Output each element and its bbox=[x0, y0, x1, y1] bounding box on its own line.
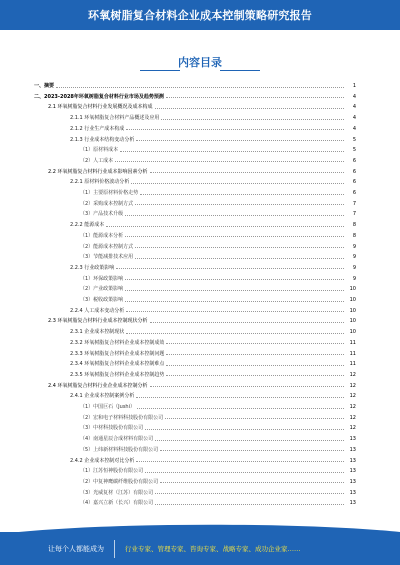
toc-entry[interactable] bbox=[0, 435, 400, 444]
toc-entry-text: （1）主要原材料价格走势 bbox=[80, 190, 139, 196]
toc-entry-page: 13 bbox=[349, 500, 356, 507]
toc-entry-text: （1）原材料成本 bbox=[80, 147, 119, 154]
toc-entry-page: 10 bbox=[349, 329, 356, 336]
toc-leader-dots bbox=[135, 203, 344, 205]
toc-entry-text: 2.1.1 环氧树脂复合材料产品概述及应用 bbox=[70, 115, 160, 122]
title-rule-right bbox=[220, 70, 260, 71]
toc-leader-dots bbox=[125, 300, 344, 302]
toc-entry-page: 10 bbox=[349, 297, 356, 303]
toc-entry[interactable] bbox=[0, 328, 400, 337]
toc-entry[interactable] bbox=[0, 114, 400, 123]
toc-entry-text: （1）中国巨石（Jushi） bbox=[80, 404, 135, 410]
toc-entry[interactable] bbox=[0, 210, 400, 219]
toc-entry-page: 4 bbox=[352, 93, 356, 100]
toc-entry-text: （4）南通星辰合成材料有限公司 bbox=[80, 436, 154, 443]
toc-entry-text: （2）人工成本 bbox=[80, 157, 114, 164]
toc-leader-dots bbox=[166, 353, 344, 355]
toc-leader-dots bbox=[166, 374, 344, 376]
toc-entry-text: （2）能源成本控制方式 bbox=[80, 243, 134, 250]
toc-entry[interactable] bbox=[0, 403, 400, 412]
toc-leader-dots bbox=[155, 503, 344, 505]
toc-entry-text: 2.1.2 行业生产成本构成 bbox=[70, 125, 125, 132]
toc-entry[interactable] bbox=[0, 168, 400, 177]
toc-leader-dots bbox=[135, 246, 344, 248]
toc-entry-text: 2.2 环氧树脂复合材料行业成本影响因素分析 bbox=[48, 168, 148, 175]
toc-entry-text: （2）采购成本控制方式 bbox=[80, 200, 134, 207]
toc-entry[interactable] bbox=[0, 253, 400, 262]
toc-leader-dots bbox=[106, 225, 344, 227]
toc-entry-text: 2.2.3 行业政策影响 bbox=[70, 264, 115, 271]
toc-entry-page: 9 bbox=[352, 254, 356, 261]
toc-entry-page: 13 bbox=[349, 457, 356, 464]
toc-entry-page: 10 bbox=[349, 318, 356, 325]
toc-entry-text: 2.1.3 行业成本结构变动分析 bbox=[70, 136, 135, 143]
toc-entry[interactable] bbox=[0, 446, 400, 455]
toc-entry-page: 11 bbox=[349, 350, 356, 357]
toc-entry[interactable] bbox=[0, 243, 400, 252]
toc-entry-page: 13 bbox=[349, 468, 356, 475]
toc-leader-dots bbox=[150, 171, 344, 173]
toc-leader-dots bbox=[136, 139, 344, 141]
toc-leader-dots bbox=[166, 364, 344, 366]
toc-entry-text: 2.3.5 环氧树脂复合材料企业成本控制趋势 bbox=[70, 371, 165, 378]
toc-leader-dots bbox=[56, 86, 344, 88]
toc-leader-dots bbox=[160, 481, 344, 483]
toc-leader-dots bbox=[126, 128, 344, 130]
toc-entry-page: 13 bbox=[349, 436, 356, 443]
toc-entry-page: 10 bbox=[349, 307, 356, 314]
report-header bbox=[0, 0, 400, 30]
toc-entry[interactable] bbox=[0, 350, 400, 359]
toc-entry-page: 11 bbox=[349, 339, 356, 346]
toc-entry-page: 1 bbox=[352, 83, 356, 89]
toc-leader-dots bbox=[126, 310, 344, 312]
toc-entry-page: 10 bbox=[349, 286, 356, 293]
toc-entry-page: 11 bbox=[349, 361, 356, 368]
toc-entry[interactable] bbox=[0, 146, 400, 155]
footer-brand: 让每个人都能成为 bbox=[48, 544, 104, 553]
toc-entry-text: （1）江苏恒神股份有限公司 bbox=[80, 468, 144, 475]
toc-entry[interactable] bbox=[0, 499, 400, 508]
toc-entry-page: 12 bbox=[349, 382, 356, 389]
toc-entry[interactable] bbox=[0, 275, 400, 284]
toc-leader-dots bbox=[120, 150, 344, 152]
toc-entry-page: 4 bbox=[352, 125, 356, 132]
toc-entry[interactable] bbox=[0, 382, 400, 391]
toc-leader-dots bbox=[125, 235, 344, 237]
toc-leader-dots bbox=[145, 428, 344, 430]
toc-entry[interactable] bbox=[0, 339, 400, 348]
toc-entry-text: （1）能源成本分析 bbox=[80, 232, 124, 239]
toc-leader-dots bbox=[145, 471, 344, 473]
table-of-contents bbox=[0, 82, 400, 522]
toc-entry-text: （3）税收政策影响 bbox=[80, 297, 124, 303]
toc-entry-page: 12 bbox=[349, 371, 356, 378]
footer-slogan: 行业专家、管理专家、咨询专家、战略专家、成功企业家…… bbox=[125, 545, 301, 553]
toc-entry-text: （3）节能减排技术应用 bbox=[80, 254, 134, 261]
report-title: 环氧树脂复合材料企业成本控制策略研究报告 bbox=[88, 9, 312, 22]
toc-entry-text: 2.1 环氧树脂复合材料行业发展概况及成本构成 bbox=[48, 104, 153, 111]
toc-entry-page: 12 bbox=[349, 414, 356, 421]
toc-entry[interactable] bbox=[0, 125, 400, 134]
toc-leader-dots bbox=[131, 182, 344, 184]
toc-entry[interactable] bbox=[0, 424, 400, 433]
toc-entry-page: 13 bbox=[349, 446, 356, 453]
toc-entry-page: 8 bbox=[352, 232, 356, 239]
toc-entry-page: 9 bbox=[352, 275, 356, 282]
toc-entry-text: 2.3 环氧树脂复合材料行业成本控制现状分析 bbox=[48, 318, 148, 325]
toc-entry[interactable] bbox=[0, 93, 400, 102]
toc-entry-page: 6 bbox=[352, 190, 356, 196]
toc-entry-text: 2.4.2 企业成本控制对比分析 bbox=[70, 457, 135, 464]
toc-entry-page: 5 bbox=[352, 147, 356, 154]
toc-leader-dots bbox=[116, 267, 344, 269]
toc-entry-text: 2.2.2 能源成本 bbox=[70, 222, 105, 229]
toc-entry[interactable] bbox=[0, 371, 400, 380]
toc-entry-text: 一、摘要 bbox=[34, 83, 55, 89]
toc-leader-dots bbox=[115, 160, 344, 162]
toc-entry-text: 2.2.4 人工成本变动分析 bbox=[70, 307, 125, 314]
toc-entry[interactable] bbox=[0, 317, 400, 326]
toc-entry-page: 8 bbox=[352, 222, 356, 229]
toc-leader-dots bbox=[125, 214, 344, 216]
toc-entry-page: 12 bbox=[349, 404, 356, 410]
toc-entry-text: （3）中材科技股份有限公司 bbox=[80, 425, 144, 432]
toc-entry-page: 13 bbox=[349, 489, 356, 496]
toc-entry-page: 5 bbox=[352, 136, 356, 143]
toc-entry-page: 13 bbox=[349, 478, 356, 485]
wave-decoration bbox=[0, 522, 400, 534]
toc-leader-dots bbox=[165, 417, 344, 419]
toc-entry[interactable] bbox=[0, 178, 400, 187]
toc-leader-dots bbox=[155, 492, 344, 494]
toc-leader-dots bbox=[126, 332, 344, 334]
toc-entry-page: 6 bbox=[352, 168, 356, 175]
toc-entry-text: （1）环保政策影响 bbox=[80, 275, 124, 282]
toc-entry[interactable] bbox=[0, 285, 400, 294]
toc-title: 内容目录 bbox=[178, 56, 222, 69]
toc-leader-dots bbox=[125, 278, 344, 280]
toc-entry-text: （2）宏和电子材料科技股份有限公司 bbox=[80, 414, 164, 421]
toc-entry[interactable] bbox=[0, 200, 400, 209]
toc-entry-text: （2）中复神鹰碳纤维股份有限公司 bbox=[80, 478, 159, 485]
toc-leader-dots bbox=[135, 257, 344, 259]
toc-entry-text: 2.3.2 环氧树脂复合材料企业成本控制成效 bbox=[70, 339, 165, 346]
toc-entry-text: 2.2.1 原材料价格波动分析 bbox=[70, 179, 130, 186]
toc-entry-text: 2.3.3 环氧树脂复合材料企业成本控制问题 bbox=[70, 350, 165, 357]
toc-entry-text: （5）上纬新材料科技股份有限公司 bbox=[80, 446, 159, 453]
toc-entry[interactable] bbox=[0, 103, 400, 112]
report-footer bbox=[0, 532, 400, 565]
toc-leader-dots bbox=[150, 321, 344, 323]
toc-leader-dots bbox=[140, 193, 344, 195]
toc-leader-dots bbox=[166, 342, 344, 344]
toc-entry[interactable] bbox=[0, 232, 400, 241]
toc-leader-dots bbox=[155, 107, 344, 109]
toc-leader-dots bbox=[161, 118, 344, 120]
toc-entry[interactable] bbox=[0, 264, 400, 273]
toc-entry[interactable] bbox=[0, 136, 400, 145]
toc-entry-text: （3）产品技术升级 bbox=[80, 211, 124, 218]
toc-entry[interactable] bbox=[0, 296, 400, 305]
toc-entry-page: 6 bbox=[352, 179, 356, 186]
toc-entry-text: （4）嘉兴立新（长兴）有限公司 bbox=[80, 500, 154, 507]
toc-leader-dots bbox=[136, 396, 344, 398]
toc-entry[interactable] bbox=[0, 221, 400, 230]
toc-entry[interactable] bbox=[0, 82, 400, 91]
toc-entry[interactable] bbox=[0, 307, 400, 316]
toc-entry[interactable] bbox=[0, 157, 400, 166]
toc-entry[interactable] bbox=[0, 189, 400, 198]
toc-entry-page: 6 bbox=[352, 157, 356, 164]
footer-divider bbox=[114, 540, 115, 558]
toc-leader-dots bbox=[125, 289, 344, 291]
toc-entry-text: 2.4.1 企业成本控制案例分析 bbox=[70, 393, 135, 400]
toc-entry-page: 7 bbox=[352, 211, 356, 218]
toc-entry-page: 9 bbox=[352, 243, 356, 250]
toc-entry-page: 12 bbox=[349, 393, 356, 400]
toc-entry-page: 4 bbox=[352, 115, 356, 122]
toc-leader-dots bbox=[150, 385, 344, 387]
toc-entry-text: 二、2023-2028年环氧树脂复合材料行业市场及趋势预测 bbox=[34, 93, 164, 100]
toc-entry-page: 9 bbox=[352, 264, 356, 271]
toc-entry[interactable] bbox=[0, 478, 400, 487]
toc-entry[interactable] bbox=[0, 467, 400, 476]
toc-leader-dots bbox=[137, 407, 344, 409]
toc-entry[interactable] bbox=[0, 457, 400, 466]
title-rule-left bbox=[140, 70, 180, 71]
toc-entry-page: 4 bbox=[352, 104, 356, 111]
toc-entry[interactable] bbox=[0, 414, 400, 423]
toc-entry-text: 2.3.1 企业成本控制现状 bbox=[70, 329, 125, 336]
toc-entry-page: 7 bbox=[352, 200, 356, 207]
toc-leader-dots bbox=[155, 439, 344, 441]
toc-entry-text: 2.3.4 环氧树脂复合材料企业成本控制难点 bbox=[70, 361, 165, 368]
toc-leader-dots bbox=[136, 460, 344, 462]
toc-entry-text: 2.4 环氧树脂复合材料行业企业成本控制分析 bbox=[48, 382, 148, 389]
toc-entry[interactable] bbox=[0, 392, 400, 401]
toc-leader-dots bbox=[166, 96, 344, 98]
toc-entry-text: （3）光威复材（江苏）有限公司 bbox=[80, 489, 154, 496]
toc-leader-dots bbox=[160, 449, 344, 451]
toc-entry-text: （2）产业政策影响 bbox=[80, 286, 124, 293]
toc-entry[interactable] bbox=[0, 489, 400, 498]
toc-entry-page: 12 bbox=[349, 425, 356, 432]
toc-entry[interactable] bbox=[0, 360, 400, 369]
